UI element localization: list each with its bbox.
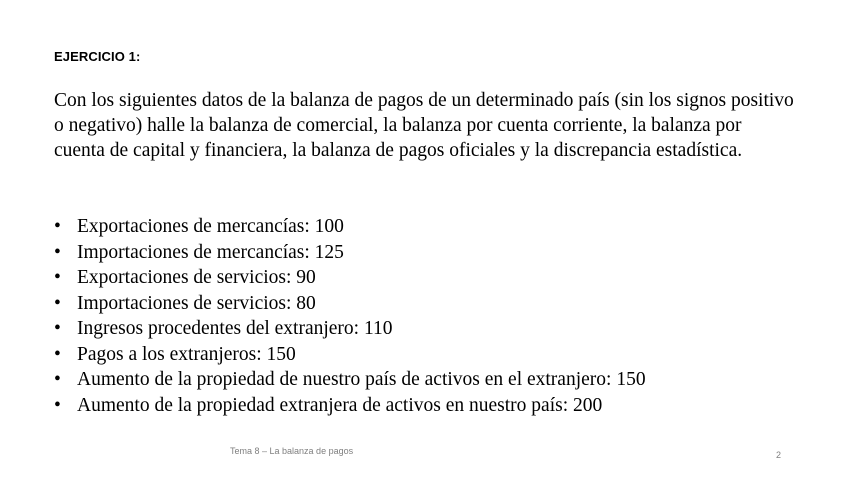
slide-footer: Tema 8 – La balanza de pagos: [230, 446, 354, 456]
list-item-text: Ingresos procedentes del extranjero: 110: [77, 318, 393, 339]
list-item: [54, 291, 646, 317]
list-item: [54, 342, 646, 368]
bullet-icon: •: [54, 394, 61, 416]
list-item: [54, 265, 646, 291]
data-list: [54, 214, 646, 418]
list-item: [54, 393, 646, 419]
list-item-text: Exportaciones de servicios: 90: [77, 267, 316, 288]
list-item-text: Exportaciones de mercancías: 100: [77, 216, 344, 237]
exercise-heading: EJERCICIO 1:: [54, 49, 141, 64]
page-number: 2: [776, 450, 782, 460]
list-item-text: Importaciones de mercancías: 125: [77, 241, 344, 263]
list-item-text: Pagos a los extranjeros: 150: [77, 343, 296, 365]
list-item: [54, 214, 646, 240]
bullet-icon: •: [54, 318, 61, 339]
bullet-icon: •: [54, 267, 61, 288]
list-item: [54, 316, 646, 342]
list-item: [54, 240, 646, 266]
bullet-icon: •: [54, 343, 61, 365]
list-item-text: Importaciones de servicios: 80: [77, 292, 316, 314]
bullet-icon: •: [54, 216, 61, 237]
exercise-statement: Con los siguientes datos de la balanza de pagos de un determinado país (sin los signos positivo o negativo) halle la balanza de comercial, la balanza por cuenta corriente, la balanza por cuenta de capital y financiera, la balanza de pagos oficiales y la discrepancia estadística.: [54, 90, 794, 161]
bullet-icon: •: [54, 241, 61, 263]
list-item: [54, 367, 646, 393]
bullet-icon: •: [54, 292, 61, 314]
list-item-text: Aumento de la propiedad extranjera de activos en nuestro país: 200: [77, 394, 603, 416]
list-item-text: Aumento de la propiedad de nuestro país de activos en el extranjero: 150: [77, 369, 646, 390]
bullet-icon: •: [54, 369, 61, 390]
